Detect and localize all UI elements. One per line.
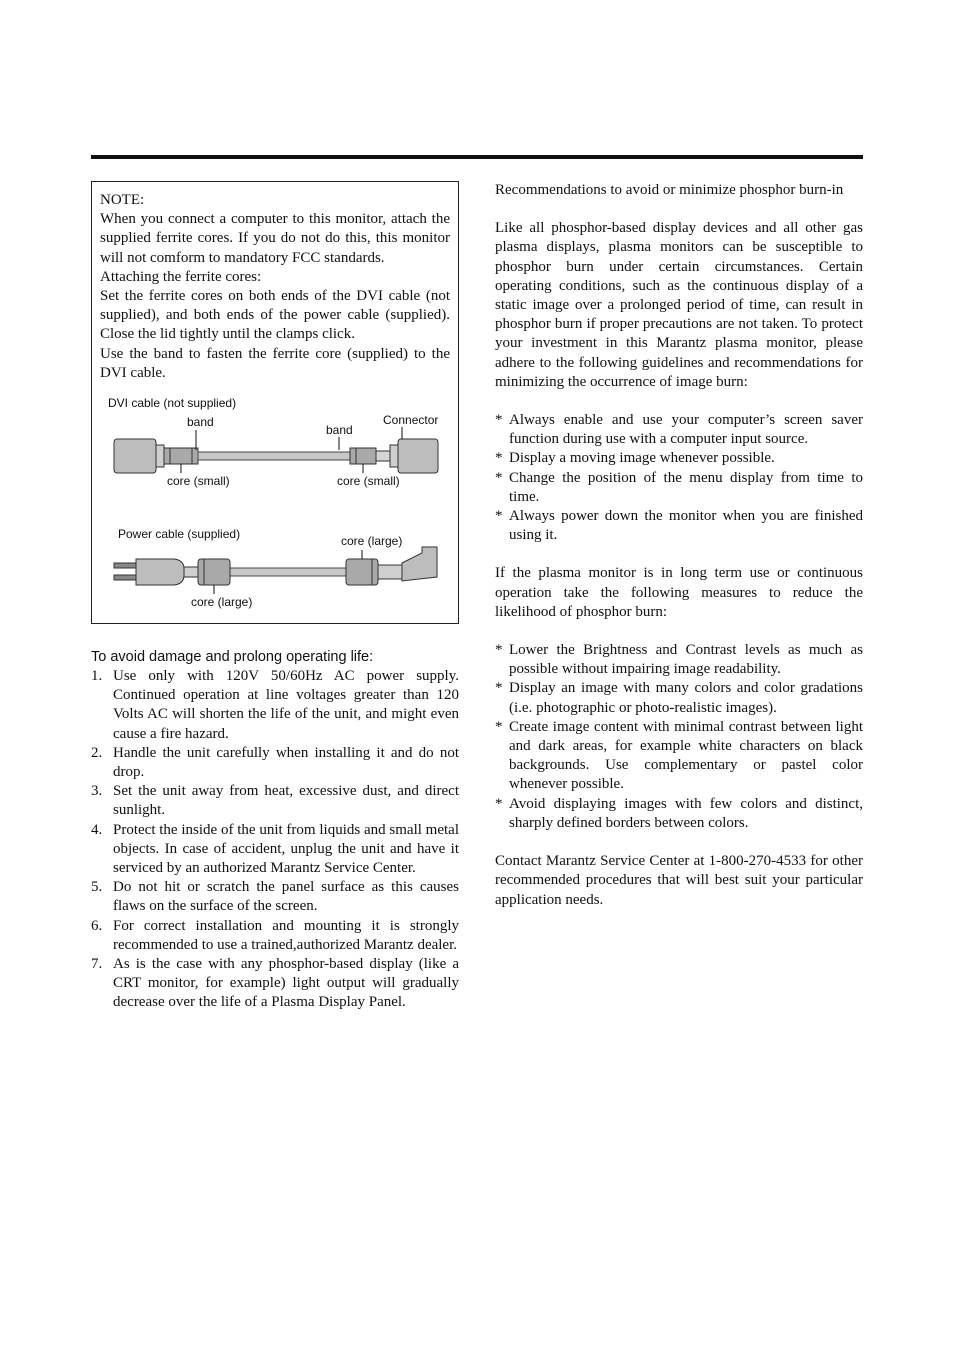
list-item: 6. For correct installation and mounting it is strongly recommended to use a trained,authorized Marantz dealer. bbox=[91, 917, 459, 953]
burn-contact: Contact Marantz Service Center at 1-800-270-4533 for other recommended procedures that will best suit your particular application needs. bbox=[495, 853, 863, 908]
note-text bbox=[100, 191, 450, 383]
burn-guidelines-list bbox=[495, 411, 863, 545]
list-item: 7. As is the case with any phosphor-based display (like a CRT monitor, for example) light output will gradually decrease over the life of a Plasma Display Panel. bbox=[91, 956, 459, 1011]
note-paragraph: Use the band to fasten the ferrite core (supplied) to the DVI cable. bbox=[100, 345, 450, 381]
burn-intro: Like all phosphor-based display devices and all other gas plasma displays, plasma monitors can be susceptible to phosphor burn under certain circumstances. Certain operating conditions, such as the continuous display of a static image over a prolonged period of time, can result in phosphor burn if proper precautions are not taken. To protect your investment in this Marantz plasma monitor, please adhere to the following guidelines and recommendations for minimizing the occurrence of image burn: bbox=[495, 220, 863, 390]
right-column bbox=[495, 181, 863, 910]
dvi-cable-drawing bbox=[114, 427, 438, 473]
note-paragraph: When you connect a computer to this monitor, attach the supplied ferrite cores. If you do not do this, this monitor will not comform to mandatory FCC standards. bbox=[100, 211, 450, 266]
list-item: * Lower the Brightness and Contrast levels as much as possible without impairing image readability. bbox=[495, 642, 863, 678]
list-item: * Display an image with many colors and color gradations (i.e. photographic or photo-realistic images). bbox=[495, 680, 863, 716]
left-column bbox=[91, 181, 459, 1013]
list-item: 3. Set the unit away from heat, excessive dust, and direct sunlight. bbox=[91, 783, 459, 819]
dvi-cable-label: DVI cable (not supplied) bbox=[108, 396, 237, 410]
band-label-left: band bbox=[187, 415, 214, 429]
burn-heading: Recommendations to avoid or minimize phosphor burn-in bbox=[495, 182, 844, 198]
ferrite-core-diagram bbox=[92, 387, 458, 623]
list-item: * Create image content with minimal contrast between light and dark areas, for example white characters on black backgrounds. Use complementary or pastel color whenever possible. bbox=[495, 718, 863, 793]
core-large-label-top: core (large) bbox=[341, 534, 403, 548]
connector-label: Connector bbox=[383, 413, 439, 427]
list-item: * Always enable and use your computer’s screen saver function during use with a computer input source. bbox=[495, 412, 863, 448]
core-small-label-left: core (small) bbox=[167, 474, 230, 488]
note-box bbox=[91, 181, 459, 624]
list-item: * Always power down the monitor when you are finished using it. bbox=[495, 508, 863, 544]
core-large-label-bottom: core (large) bbox=[191, 595, 253, 609]
note-paragraph: Attaching the ferrite cores: bbox=[100, 268, 262, 285]
burn-middle: If the plasma monitor is in long term use or continuous operation take the following measures to reduce the likelihood of phosphor burn: bbox=[495, 565, 863, 620]
avoid-heading: To avoid damage and prolong operating life: bbox=[91, 649, 374, 665]
list-item: 5. Do not hit or scratch the panel surface as this causes flaws on the surface of the screen. bbox=[91, 879, 459, 915]
list-item: * Change the position of the menu display from time to time. bbox=[495, 469, 863, 505]
list-item: * Avoid displaying images with few colors and distinct, sharply defined borders between colors. bbox=[495, 795, 863, 831]
core-small-label-right: core (small) bbox=[337, 474, 400, 488]
band-label-right: band bbox=[326, 423, 353, 437]
power-cable-drawing bbox=[114, 547, 437, 594]
list-item: 2. Handle the unit carefully when installing it and do not drop. bbox=[91, 744, 459, 781]
list-item: * Display a moving image whenever possible. bbox=[495, 450, 775, 467]
burn-measures-list bbox=[495, 641, 863, 833]
note-paragraph: Set the ferrite cores on both ends of the DVI cable (not supplied), and both ends of the power cable (supplied). Close the lid tightly until the clamps click. bbox=[100, 288, 450, 343]
list-item: 4. Protect the inside of the unit from liquids and small metal objects. In case of accident, unplug the unit and have it serviced by an authorized Marantz Service Center. bbox=[91, 821, 459, 877]
list-item: 1. Use only with 120V 50/60Hz AC power supply. Continued operation at line voltages greater than 120 Volts AC will shorten the life of the unit, and might even cause a fire hazard. bbox=[91, 668, 459, 742]
note-heading: NOTE: bbox=[100, 192, 145, 208]
header-rule bbox=[91, 155, 863, 159]
power-cable-label: Power cable (supplied) bbox=[118, 527, 241, 541]
avoid-list bbox=[91, 667, 459, 1013]
